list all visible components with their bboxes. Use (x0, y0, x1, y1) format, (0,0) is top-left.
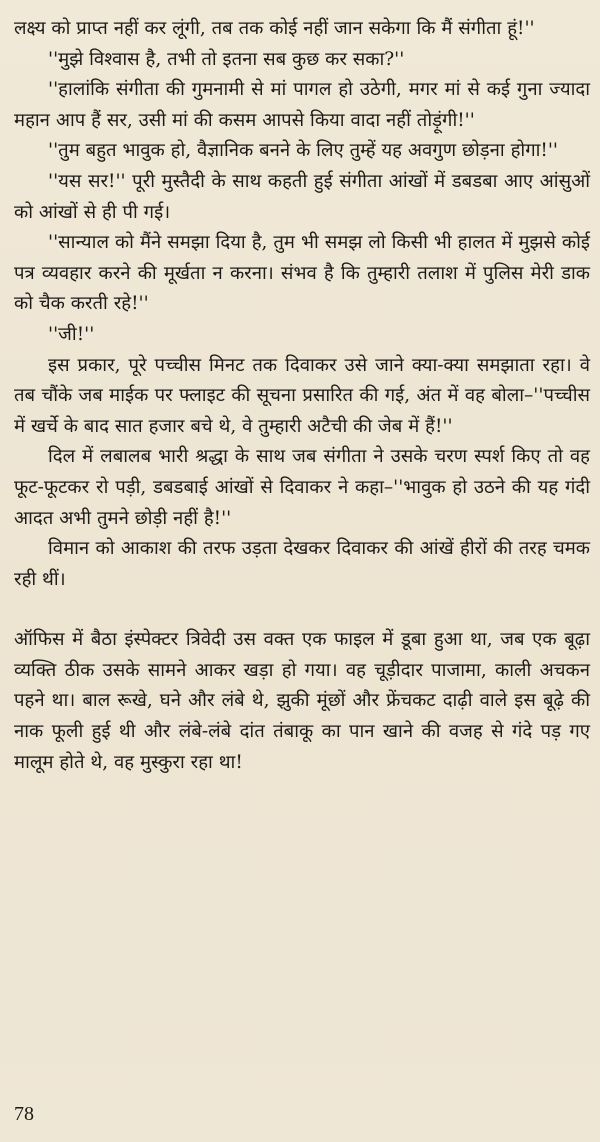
paragraph-4: ''तुम बहुत भावुक हो, वैज्ञानिक बनने के लिए तुम्हें यह अवगुण छोड़ना होगा!'' (48, 140, 559, 162)
paragraph-6: ''सान्याल को मैंने समझा दिया है, तुम भी समझ लो किसी भी हालत में मुझसे कोई पत्र व्यवहार करने की मूर्खता न करना। संभव है कि तुम्हारी तलाश में पुलिस मेरी डाक को चैक करती रहे!'' (14, 232, 590, 315)
paragraph-9: दिल में लबालब भारी श्रद्धा के साथ जब संगीता ने उसके चरण स्पर्श किए तो वह फूट-फूटकर रो पड़ी, डबडबाई आंखों से दिवाकर ने कहा–''भावुक हो उठने की यह गंदी आदत अभी तुमने छोड़ी नहीं है!'' (14, 446, 590, 529)
paragraph-1: लक्ष्य को प्राप्त नहीं कर लूंगी, तब तक कोई नहीं जान सकेगा कि मैं संगीता हूं!'' (14, 18, 535, 39)
paragraph-2: ''मुझे विश्वास है, तभी तो इतना सब कुछ कर सका?'' (48, 48, 405, 70)
paragraph-7: ''जी!'' (48, 323, 95, 345)
paragraph-10: विमान को आकाश की तरफ उड़ता देखकर दिवाकर की आंखें हीरों की तरह चमक रही थीं। (14, 538, 590, 590)
paragraph-5: ''यस सर!'' पूरी मुस्तैदी के साथ कहती हुई संगीता आंखों में डबडबा आए आंसुओं को आंखों से ही पी गई। (14, 170, 590, 223)
paragraph-11: ऑफिस में बैठा इंस्पेक्टर त्रिवेदी उस वक्त एक फाइल में डूबा हुआ था, जब एक बूढ़ा व्यक्ति ठीक उसके सामने आकर खड़ा हो गया। वह चूड़ीदार पाजामा, काली अचकन पहने था। बाल रूखे, घने और लंबे थे, झुकी मूंछों और फ्रेंचकट दाढ़ी वाले इस बूढ़े की नाक फूली हुई थी और लंबे-लंबे दांत तंबाकू का पान खाने की वजह से गंदे पड़ गए मालूम होते थे, वह मुस्कुरा रहा था! (14, 629, 590, 773)
page-body-text (14, 14, 590, 778)
page-number: 78 (14, 1103, 34, 1125)
paragraph-3: ''हालांकि संगीता की गुमनामी से मां पागल हो उठेगी, मगर मां से कई गुना ज्यादा महान आप हैं सर, उसी मां की कसम आपसे किया वादा नहीं तोड़ूंगी!'' (14, 79, 590, 131)
paragraph-8: इस प्रकार, पूरे पच्चीस मिनट तक दिवाकर उसे जाने क्या-क्या समझाता रहा। वे तब चौंके जब माईक पर फ्लाइट की सूचना प्रसारित की गई, अंत में वह बोला–''पच्चीस में खर्चे के बाद सात हजार बचे थे, वे तुम्हारी अटैची की जेब में हैं!'' (14, 354, 590, 437)
